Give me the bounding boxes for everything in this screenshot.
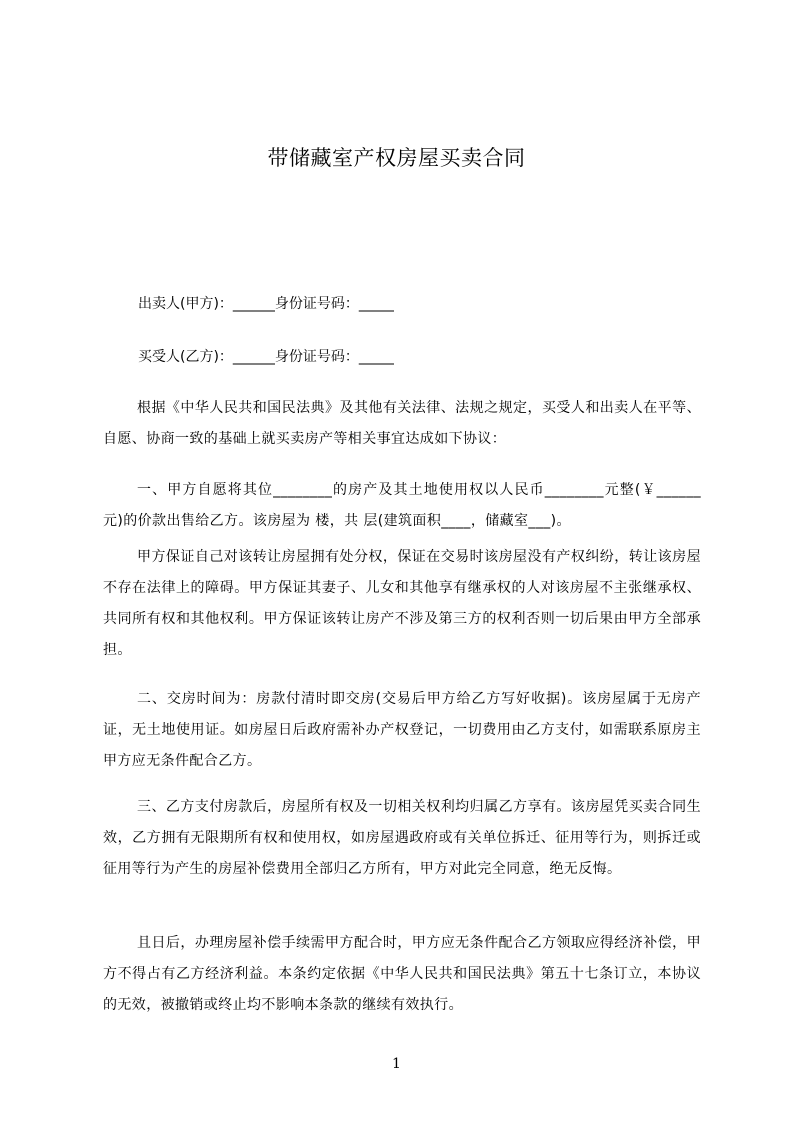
page-number: 1: [392, 1056, 401, 1072]
preamble-paragraph: 根据《中华人民共和国民法典》及其他有关法律、法规之规定，买受人和出卖人在平等、自愿、协商一致的基础上就买卖房产等相关事宜达成如下协议：: [103, 400, 701, 447]
clause-1-paragraph: 一、甲方自愿将其位________的房产及其土地使用权以人民币________元整(￥______ 元)的价款出售给乙方。该房屋为 楼，共 层(建筑面积____，储藏室___)。: [103, 482, 701, 529]
document-title: 带储藏室产权房屋买卖合同: [267, 146, 526, 170]
clause-3-paragraph: 三、乙方支付房款后，房屋所有权及一切相关权利均归属乙方享有。该房屋凭买卖合同生效，乙方拥有无限期所有权和使用权，如房屋遇政府或有关单位拆迁、征用等行为，则拆迁或征用等行为产生的房屋补偿费用全部归乙方所有，甲方对此完全同意，绝无反悔。: [103, 799, 701, 877]
seller-line: 出卖人(甲方)：______身份证号码：_____: [138, 296, 394, 312]
compensation-paragraph: 且日后，办理房屋补偿手续需甲方配合时，甲方应无条件配合乙方领取应得经济补偿，甲方不得占有乙方经济利益。本条约定依据《中华人民共和国民法典》第五十七条订立，本协议的无效，被撤销或终止均不影响本条款的继续有效执行。: [103, 935, 701, 1013]
clause-2-paragraph: 二、交房时间为：房款付清时即交房(交易后甲方给乙方写好收据)。该房屋属于无房产证，无土地使用证。如房屋日后政府需补办产权登记，一切费用由乙方支付，如需联系原房主甲方应无条件配合乙方。: [103, 691, 701, 769]
seller-guarantee-paragraph: 甲方保证自己对该转让房屋拥有处分权，保证在交易时该房屋没有产权纠纷，转让该房屋不存在法律上的障碍。甲方保证其妻子、儿女和其他享有继承权的人对该房屋不主张继承权、共同所有权和其他权利。甲方保证该转让房产不涉及第三方的权利否则一切后果由甲方全部承担。: [103, 549, 701, 658]
buyer-line: 买受人(乙方)：______身份证号码：_____: [138, 349, 394, 365]
